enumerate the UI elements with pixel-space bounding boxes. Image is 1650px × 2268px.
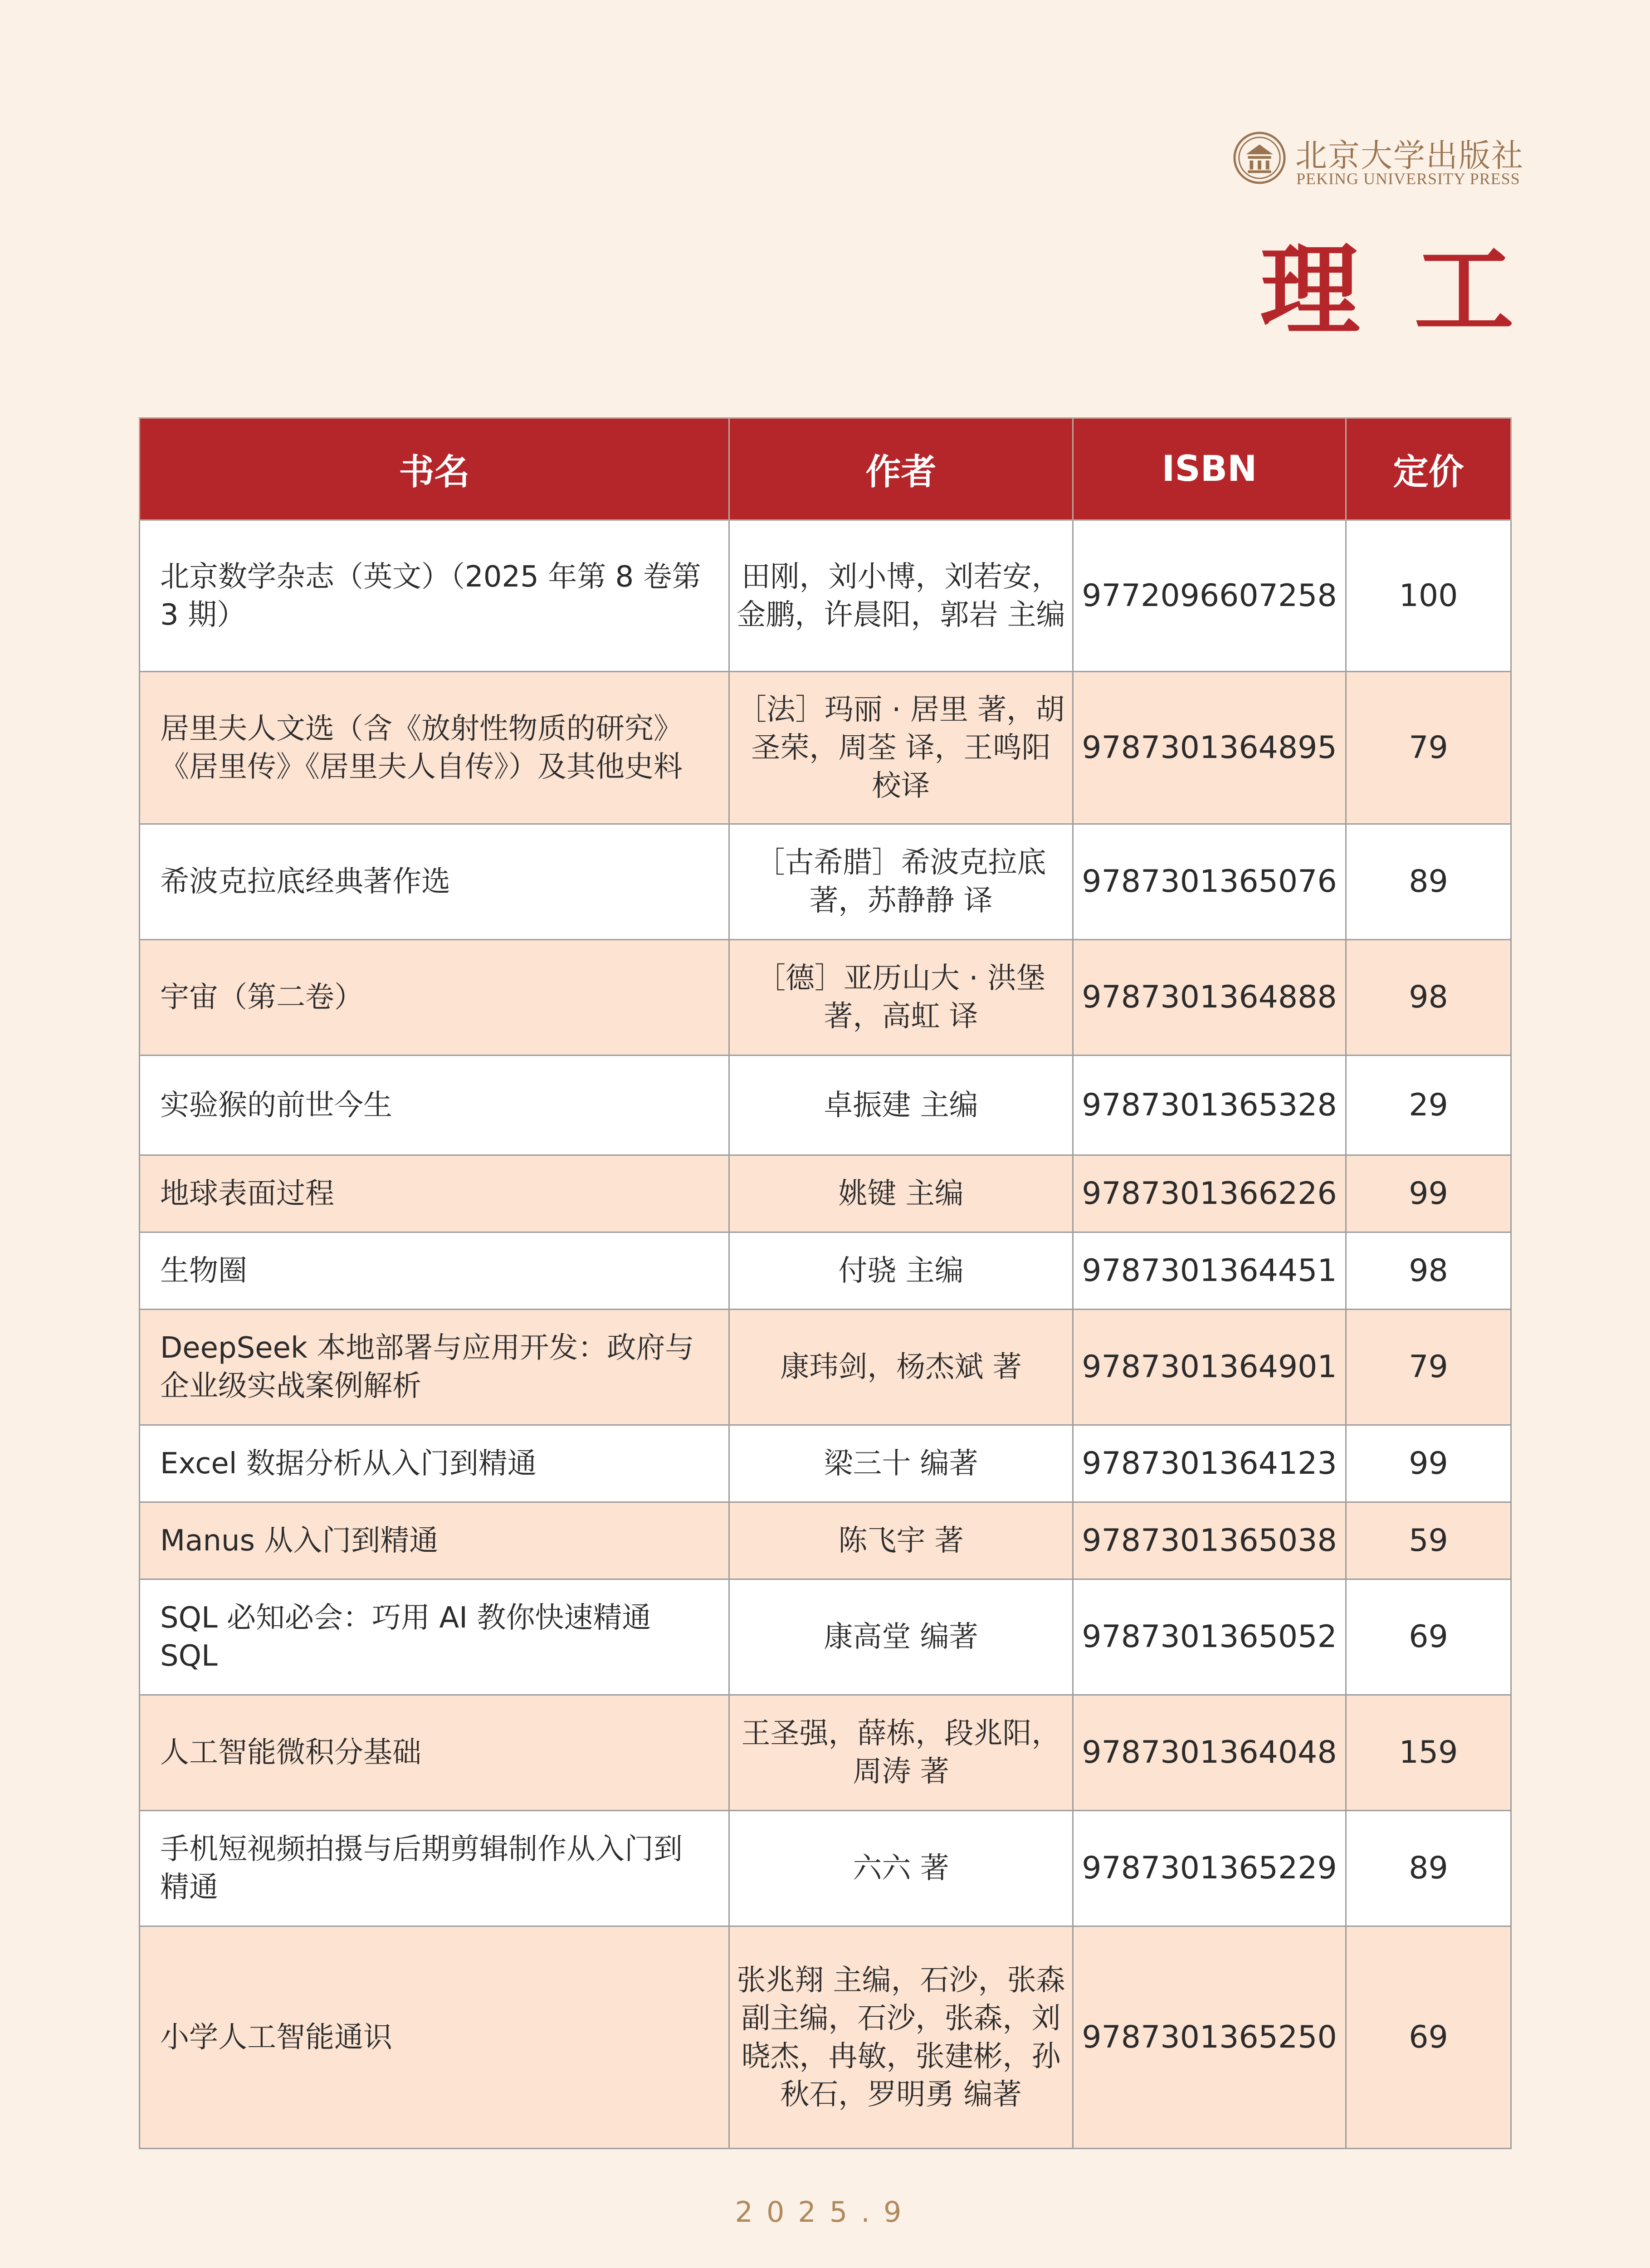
book-isbn: 9787301364123 [1073, 1425, 1346, 1502]
table-row [140, 1232, 1511, 1310]
book-author: ［德］亚历山大 · 洪堡 著，高虹 译 [729, 940, 1073, 1056]
book-title: 北京数学杂志（英文）（2025 年第 8 卷第 3 期） [140, 520, 729, 672]
table-row [140, 1695, 1511, 1811]
table-header-row [140, 418, 1511, 520]
publisher-logo [1233, 129, 1524, 188]
book-title: Excel 数据分析从入门到精通 [140, 1425, 729, 1502]
book-author: 张兆翔 主编，石沙，张森 副主编，石沙，张森，刘晓杰，冉敏，张建彬，孙秋石，罗明勇 编著 [729, 1926, 1073, 2149]
book-price: 79 [1346, 672, 1511, 824]
table-row [140, 1502, 1511, 1579]
book-title: DeepSeek 本地部署与应用开发：政府与企业级实战案例解析 [140, 1310, 729, 1425]
book-price: 79 [1346, 1310, 1511, 1425]
book-author: ［法］玛丽 · 居里 著，胡圣荣，周荃 译，王鸣阳 校译 [729, 672, 1073, 824]
header-isbn: ISBN [1073, 418, 1346, 520]
table-row [140, 520, 1511, 672]
publisher-name-en: PEKING UNIVERSITY PRESS [1296, 170, 1520, 188]
book-price: 98 [1346, 1232, 1511, 1310]
book-isbn: 9787301364451 [1073, 1232, 1346, 1310]
book-price: 98 [1346, 940, 1511, 1056]
book-author: 六六 著 [729, 1811, 1073, 1926]
book-isbn: 9787301365250 [1073, 1926, 1346, 2149]
table-row [140, 672, 1511, 824]
book-table [139, 417, 1512, 2149]
header-price: 定价 [1346, 418, 1511, 520]
book-price: 89 [1346, 1811, 1511, 1926]
book-isbn: 9787301364048 [1073, 1695, 1346, 1811]
book-title: 实验猴的前世今生 [140, 1056, 729, 1155]
book-title: 宇宙（第二卷） [140, 940, 729, 1056]
book-isbn: 9787301365052 [1073, 1579, 1346, 1695]
pku-seal-icon [1233, 131, 1286, 185]
book-title: 生物圈 [140, 1232, 729, 1310]
book-isbn: 9787301365229 [1073, 1811, 1346, 1926]
book-isbn: 9787301365328 [1073, 1056, 1346, 1155]
book-author: 付骁 主编 [729, 1232, 1073, 1310]
book-price: 99 [1346, 1425, 1511, 1502]
book-price: 69 [1346, 1926, 1511, 2149]
book-title: 小学人工智能通识 [140, 1926, 729, 2149]
book-author: 梁三十 编著 [729, 1425, 1073, 1502]
header-author: 作者 [729, 418, 1073, 520]
page-title: 理工 [1259, 231, 1568, 349]
book-price: 159 [1346, 1695, 1511, 1811]
book-isbn: 9787301364895 [1073, 672, 1346, 824]
book-title: SQL 必知必会：巧用 AI 教你快速精通 SQL [140, 1579, 729, 1695]
book-title: 希波克拉底经典著作选 [140, 824, 729, 940]
publisher-name-cn: 北京大学出版社 [1295, 137, 1524, 174]
book-author: 卓振建 主编 [729, 1056, 1073, 1155]
table-row [140, 1579, 1511, 1695]
table-row [140, 1425, 1511, 1502]
book-price: 100 [1346, 520, 1511, 672]
book-isbn: 9772096607258 [1073, 520, 1346, 672]
book-price: 29 [1346, 1056, 1511, 1155]
table-row [140, 1811, 1511, 1926]
book-isbn: 9787301366226 [1073, 1155, 1346, 1232]
issue-date: 2025.9 [735, 2195, 915, 2229]
book-price: 89 [1346, 824, 1511, 940]
table-row [140, 940, 1511, 1056]
book-isbn: 9787301365076 [1073, 824, 1346, 940]
book-isbn: 9787301365038 [1073, 1502, 1346, 1579]
book-author: ［古希腊］希波克拉底 著，苏静静 译 [729, 824, 1073, 940]
book-isbn: 9787301364888 [1073, 940, 1346, 1056]
book-price: 59 [1346, 1502, 1511, 1579]
table-row [140, 1310, 1511, 1425]
book-title: 地球表面过程 [140, 1155, 729, 1232]
table-row [140, 1155, 1511, 1232]
book-author: 姚键 主编 [729, 1155, 1073, 1232]
book-title: 居里夫人文选（含《放射性物质的研究》《居里传》《居里夫人自传》）及其他史料 [140, 672, 729, 824]
book-price: 99 [1346, 1155, 1511, 1232]
book-author: 陈飞宇 著 [729, 1502, 1073, 1579]
book-title: 手机短视频拍摄与后期剪辑制作从入门到精通 [140, 1811, 729, 1926]
book-title: Manus 从入门到精通 [140, 1502, 729, 1579]
book-title: 人工智能微积分基础 [140, 1695, 729, 1811]
table-row [140, 824, 1511, 940]
book-author: 康高堂 编著 [729, 1579, 1073, 1695]
table-row [140, 1056, 1511, 1155]
book-price: 69 [1346, 1579, 1511, 1695]
book-author: 田刚，刘小博，刘若安，金鹏，许晨阳，郭岩 主编 [729, 520, 1073, 672]
table-row [140, 1926, 1511, 2149]
book-author: 康玮剑，杨杰斌 著 [729, 1310, 1073, 1425]
book-isbn: 9787301364901 [1073, 1310, 1346, 1425]
header-title: 书名 [140, 418, 729, 520]
book-author: 王圣强，薛栋，段兆阳，周涛 著 [729, 1695, 1073, 1811]
